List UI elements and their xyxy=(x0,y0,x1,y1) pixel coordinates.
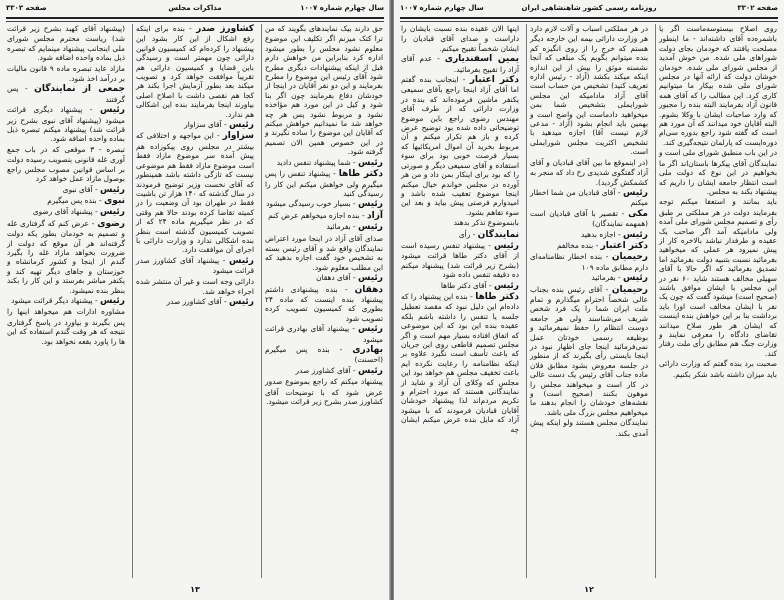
paragraph-text: - آقای کشاورز صدر xyxy=(166,297,227,307)
paragraph xyxy=(401,54,519,74)
paragraph-text: - آقای کشاورز صدر xyxy=(295,365,356,375)
paragraph-text: - این مواجهه و اختلافی که بیشتر در مجلس روی پیکوزاده هم پیش آمده سر موضوع مازاد فقط است موضوع مازاد فقط هم موضوعی نیست که تازگی داشته باشد همینطور که آقای نخست وزیر توضیح فرمودند در سال گذشته که ۱۴۰ هزار تن باشیت فقط در طهران بود آن وضعیت را در کمیته تقاضا کرده بودند حالا هم وقتی که در نظر میگیریم ماده ۲۴ که از تصویب کمیسیون گذشته است بنظر بنده اشکالی ندارد و وزارت دارائی با اجرای آن موافقت دارد. xyxy=(136,131,254,255)
paragraph-text: در هر مملکتی اسباب و آلات لازم دارد هر وزارت دارائی بیمه این خارجه دیگر هستم که خرج را از روی انگیزه کم بنده میتوانم بگویم یک مبلغی که آنجا نشسته موثق را بیش از این اندازه اینکه میکند بکشد (آزاد - رئیس اداره تعریف کنید) تشخیص من حساب است آقای آزاد مادامیکه این مجلس شورایملی بتشخیص شما بمن میخواهید دادماست این واضح است و بهمین باید انجام بشود (آزاد - مدعی لازم نیست آقا) اجازه میدهید با تشخیص اکثریت مجلس شورایملی است. xyxy=(530,24,648,157)
issue-number: سال چهارم شماره ۱۰۰۷ xyxy=(400,4,484,12)
paragraph xyxy=(265,234,383,273)
speaker-name: سزاوار xyxy=(222,131,254,142)
text-column xyxy=(398,24,522,578)
paragraph xyxy=(7,196,125,206)
paragraph xyxy=(7,84,125,104)
header-rule-thin xyxy=(6,21,384,22)
paragraph-text: - شما پیشنهاد تنفس دادید xyxy=(276,157,356,167)
paragraph xyxy=(401,218,519,228)
paragraph-text: - آقای سزاوار xyxy=(184,120,227,130)
paragraph xyxy=(659,197,777,358)
paragraph-text: - رأی xyxy=(458,229,476,239)
paragraph xyxy=(401,75,519,217)
issue-number: سال چهارم شماره ۱۰۰۷ xyxy=(300,4,384,12)
speaker-name: دکتر اعتبار xyxy=(600,240,648,251)
speaker-name: رئیس xyxy=(494,240,519,251)
text-column xyxy=(132,24,257,578)
speaker-name: رئیس xyxy=(358,324,383,335)
paragraph-text: - پیشنهاد آقای رضوی xyxy=(32,207,98,217)
left-page xyxy=(0,0,390,600)
page-header xyxy=(6,4,384,16)
header-rule xyxy=(400,17,778,19)
paragraph-text: - بفرمائید xyxy=(326,222,356,232)
page-header xyxy=(400,4,778,16)
text-column xyxy=(526,24,651,578)
speaker-name: رضوی xyxy=(97,218,125,229)
speaker-name: رئیس xyxy=(358,365,383,376)
paragraph xyxy=(659,359,777,379)
paragraph xyxy=(659,148,777,196)
page-number: صفحه ۳۳۰۳ xyxy=(6,4,47,12)
paragraph xyxy=(265,377,383,406)
text-columns xyxy=(398,24,780,578)
paragraph-text: - پس گرفتند xyxy=(7,84,125,104)
paragraph xyxy=(265,199,383,209)
paragraph-text: - بنده مخالفم xyxy=(556,240,599,250)
paragraph-text: - پیشنهاد تنفس را پس میگیرم ولی خواهش میکنم این کار را رسیدگی کنید xyxy=(265,169,383,198)
speaker-name: آزاد xyxy=(367,210,383,221)
speaker-name: رحیمیان xyxy=(611,252,648,263)
section-title: مذاکرات مجلس xyxy=(168,4,222,12)
speaker-name: رئیس xyxy=(623,273,648,284)
speaker-name: دهقان xyxy=(354,284,383,295)
paragraph-text: - تقصیر با آقای قبادیان است (همهمه نمایندگان) xyxy=(530,208,648,229)
paragraph xyxy=(659,24,777,147)
paragraph xyxy=(530,241,648,251)
paragraph-text: - پیشنهاد دیگری قرائت میشود (پیشنهاد آقای نبوی بشرح زیر قرائت شد) پیشنهاد میکنم تبصره ذیل بماده واحده اضافه شود. xyxy=(7,105,125,144)
paragraph xyxy=(265,158,383,168)
paragraph-text: - آقای دهقان xyxy=(316,273,356,283)
paragraph-text: مازاد عاید تبصره ماده ۹ قانون مالیات بر درآمد اخذ شود. xyxy=(7,63,125,84)
paragraph xyxy=(265,222,383,232)
paragraph xyxy=(7,24,125,63)
paragraph xyxy=(401,241,519,280)
paragraph-text: - آقای دکتر طاها xyxy=(440,280,492,290)
paragraph-text: - آقای نبوی xyxy=(62,184,98,194)
speaker-name: رئیس xyxy=(100,207,125,218)
paragraph xyxy=(530,273,648,283)
page-number: صفحه ۳۳۰۲ xyxy=(737,4,778,12)
paragraph xyxy=(136,131,254,254)
paragraph xyxy=(530,209,648,229)
paragraph xyxy=(401,281,519,291)
paragraph-text: - بسیار خوب رسیدگی میشود xyxy=(266,199,356,209)
paragraph-text: (در اینموقع ما بین آقای قبادیان و آقای آزاد گفتگوی شدیدی رخ داد که منجر به کشمکش گردید). xyxy=(530,157,648,187)
paragraph-text: روی اصلاح بیستوسه‌ماست اگر یا باشمره‌ده آقای داشته‌اند - ما اینطور مصلحت یافتند که خودمان بجای دولت شوراهای ملی شده. من خوش آمدید از مجلس شورای ملی شده. خودمان خوشان دولت که ارائه آنها در مجلس شورای ملی شده بیکار ما میتوانیم کاری کرد. این مطالب را که آقای همه قانون آزاد بفرمایند البته بنده را مجبور که وارد صاحبات ایشان با وکلا بشوم. البته آقایان خود میدانند که آن مورد هم است که گفته شود راجع بدوره سی‌ام دوره‌ایست که پارلمان نتیجه‌گیری کند. xyxy=(659,24,777,147)
paragraph-text: بابنموضوع تذکر بدهند xyxy=(453,218,519,228)
paragraph xyxy=(7,64,125,84)
paragraph xyxy=(265,24,383,157)
paragraph-text: - بنده پیشنهادی داشتم پیشنهاد بنده اینست که ماده ۲۴ بطوری که کمیسیون تصویب کرده تصویب شود xyxy=(265,284,383,323)
paragraph xyxy=(136,297,254,307)
speaker-name: دکتر اعتبار xyxy=(469,75,519,86)
paragraph-text: حق دارند بیک نمایندهای بگویند که من ترا کتک میزنم اگر تکلیف این موضوع معلوم نشود مجلس را بطور میشود اداره کرد بنابراین من خواهش دارم قبل از اینکه پیشنهادات دیگری مطرح شود آقای رئیس این موضوع را مطرح بفرمایند و این دو نفر آقایان در اینجا از خودشان دفاع بفرمایند چون اگر بنا شود و کیل در این مورد هم مؤاخذه نشود و مربوط نشود پس هر چه خواهد شد ما نمیدانیم خواهش میکنم که آقایان این موضوع را ساده نگیرند و در این خصوص همین الان تصمیم گرفته شود. xyxy=(265,24,383,157)
paragraph xyxy=(7,219,125,295)
paragraph xyxy=(7,105,125,144)
paragraph-text: - اینجانب بنده گفتم اما آقای آزاد اینجا راجع بآقای سمیعی یکنفر ماشین فرموده‌اند که بنده در وزارت دارائی که از طرف آقای مهندس رضوی راجع باین موضوع توضیحاتی داده شده بود توضیح عرض کرده و باز هم تکرار میکنم و آن مربوط بخرید آن اموال امریکائیها که بسیار فرصت خوبی بود برای سوء استفاده و آقای سمیعی دیگر و صورتی را که بود برای اینکار بمن داد و من هر آورده در مجلس خواندم خیال میکنم اینجا موضوع تعقیب شده باشد و امیدوارم فرصتی پیش بیاید و بعد این سوء تفاهم بشود. xyxy=(401,75,519,217)
paragraph xyxy=(530,24,648,157)
speaker-name: رئیس xyxy=(100,184,125,195)
speaker-name: رئیس xyxy=(494,280,519,291)
paragraph-text: - عرض کنم که گرفتاری غله و تصمیم به خودمان بطور یکه دولت گرفته‌اند هر آن موقع که دولت از ضرورت بخواهد مازاد غله را بگیرد گندم از اینجا و کشور کرمانشاه و خوزستان و جاهای دیگر تهیه کند و یکنفر مباشر بفرستد و این کار را بکند بنظر بنده نمیشود. xyxy=(7,218,125,295)
speaker-name: رحیمیان xyxy=(611,284,648,295)
text-column xyxy=(261,24,386,578)
paragraph xyxy=(265,211,383,221)
paragraph xyxy=(530,285,648,418)
speaker-name: رئیس xyxy=(623,229,648,240)
paragraph xyxy=(530,158,648,187)
paragraph-text: در این باب منطبق شورای ملی است و نمایندگان آقای پیکرها باستان‌اند اگر ما بخواهیم در این نوع که دولت ملی است انتظار جامعه ایشان را داریم که پیشنهاد بکند به مجلس. xyxy=(658,148,777,196)
paragraph xyxy=(265,169,383,198)
paragraph-text: - پیشنهاد آقای کشاورز صدر قرائت میشود xyxy=(136,255,254,276)
speaker-name: جمعی از نمایندگان xyxy=(34,84,125,95)
paragraph xyxy=(136,277,254,297)
paragraph-text: اینها الان عقیده بنده نسبت بایشان را داراست و صدای آقای قبادیان را ایشان شخصاً تقبیح میکنم. xyxy=(401,24,519,53)
speaker-name: بهادری xyxy=(352,345,383,355)
speaker-name: مکی xyxy=(628,208,649,219)
text-column xyxy=(4,24,128,578)
speaker-name: رئیس xyxy=(358,157,383,168)
paragraph xyxy=(7,296,125,306)
paragraph xyxy=(265,324,383,344)
paragraph xyxy=(7,307,125,346)
speaker-name: رئیس xyxy=(229,297,254,308)
paragraph-text: دارائی وجه است و غیر آن منتشر شده اجراء خواهد شد. xyxy=(136,276,254,296)
right-page xyxy=(394,0,784,600)
paragraph xyxy=(265,285,383,324)
speaker-name: یمین اسفندیاری xyxy=(444,54,520,65)
paragraph-text: باید بمانند و استعفا میکنم توجه بفرمایند دولت در هر مملکتی بر طبق رأی و تصمیم مجلس شورای ملی آمده ولی مادامیکه آمد اگر صاحب یک عقیده و طرفدار نباشد بالاخره کار از پیش نمیرود هر عملی که میخواهید بفرمائید نسبت بتنبیه دولت بفرمائید اما تصدیق بفرمائید که اگر حالا با آقای سهیلی مخالف هستند شاید ۶۰ نفر در این مجلس با ایشان موافق باشند (صحیح است) میشود گفت که چون یک نفر با ایشان مخالف است اورا باید برداشت بنا بر این خواهش بنده اینست که ایشان هر طور صلاح میدانند تقاضای دادگاه را معرفی نمایند و وزارت جنگ هم مطابق رأی ملت رفتار کند. xyxy=(659,197,777,358)
paragraph xyxy=(7,207,125,217)
speaker-name: نبوی xyxy=(104,195,125,206)
paragraph-text: پیشنهاد میکنم که راجع بموضوع صدور عرض شود که با توضیحات آقای کشاورز صدر بشرح زیر قرائت میشود. xyxy=(265,377,383,407)
header-rule xyxy=(6,17,384,19)
paragraph-text: - بنده پس میگیرم (احسنت) xyxy=(265,345,383,365)
paragraph-text: - آقای قبادیان من شما اخطار میکنم xyxy=(530,187,648,208)
text-columns xyxy=(4,24,386,578)
paragraph xyxy=(136,120,254,130)
speaker-name: رئیس xyxy=(100,295,125,306)
paragraph xyxy=(7,145,125,184)
paragraph xyxy=(136,24,254,119)
text-column xyxy=(655,24,780,578)
speaker-name: رئیس xyxy=(358,273,383,284)
paragraph-text: مشاوره ادارات هم میخواهد اینها را پس بگیرند و بپاورد در پاسخ گرفتاری نتیجه که هر وقت گندم استفاده که این ها را پاورد بقعه نخواهد بود. xyxy=(7,307,125,346)
folio-number: ۱۳ xyxy=(190,585,200,594)
paragraph xyxy=(530,188,648,208)
paragraph-text: - بفرمائید xyxy=(591,273,621,283)
paragraph-text: - آقای رئیس بنده بجناب عالی شخصاً احترام میگذارم و تمام ملت ایران شما را یک فرد شخص شریف می‌شناسند ولی هر جامعه دوست انتظام را حفظ نمیفرمائید و بوظیفه رسمی خودتان عمل نمی‌فرمائید اینجا جای اظهار نبود در اینجا بایستی رأی بگیرند که از منظور در جلسه معروض بشود مطابق فلان ماده جناب آقای رئیس یک دست عالی در کار است و میخواهند مجلس را موهون بکنند (صحیح است) و نقشه‌های خودشان را انجام بدهند ما میخواهیم مجلس بزرگ ملی باشد. xyxy=(530,284,648,417)
paragraph xyxy=(136,256,254,276)
paragraph xyxy=(530,230,648,240)
paragraph-text: - بنده پس میگیرم xyxy=(47,195,102,205)
paragraph xyxy=(530,418,648,438)
folio-number: ۱۲ xyxy=(584,585,594,594)
paragraph-text: نمایندگان مجلس هستند ولو اینکه پیش آمدی بکند. xyxy=(530,418,648,438)
paragraph xyxy=(401,24,519,53)
paragraph xyxy=(265,345,383,365)
paragraph xyxy=(265,273,383,283)
paragraph xyxy=(530,252,648,272)
speaker-name: کشاورز صدر xyxy=(196,24,254,34)
paragraph-text: صحبت برد بنده گفتم که وزارت دارائی باید میزان داشته باشد شکر بکنیم. xyxy=(659,359,777,379)
paragraph-text: - بنده این پیشنهاد را که داده‌ام این دلیل نبود که مقصد تعطیل جلسه یا تنفس را داشته باشم بلکه عقیده بنده این بود که این موضوعی که اتفاق افتاده بسیار مهم است و اگر مجلس تصمیم قاطعی روی این جریان که باعث تأسف است نگیرد علاوه بر اینکه نظامنامه را رعایت نکرده ایم باعث تخفیف مجلس هم خواهد بود این مجلس که وکلای آن آزاد و شاید از نمایندگانی هستند که مورد احترام و تکریم مردم‌اند لذا پیشنهاد خودشان آقایان قبادیان فرمودند که با میشود آزاد که مایل بنده عرض میکنم ایشان چه xyxy=(401,291,519,434)
speaker-name: دکتر طاها xyxy=(338,169,383,180)
paragraph-text: تبصره - ۳ موقعی که در باب جمع آوری غله قانونی بتصویب رسیده دولت بر اساس قوانین مصوب مجلس راجع بوصول مازاد عمل خواهد کرد xyxy=(7,144,125,184)
paragraph xyxy=(401,292,519,434)
newspaper-title: روزنامه رسمی کشور شاهنشاهی ایران xyxy=(521,4,657,12)
paragraph xyxy=(7,185,125,195)
speaker-name: رئیس xyxy=(229,120,254,131)
paragraph-text: - پیشنهاد تنفس رسیده است از آقای دکتر طاها قرائت میشود (بشرح زیر قرائت شد) پیشنهاد میکنم ده دقیقه تنفس داده شود xyxy=(401,240,519,280)
paragraph-text: صدای آقای آزاد در اینجا مورد اعتراض نمایندگان واقع شد و آقای رئیس بسته به تشخیص خود گفت اجازه بدهید که این مطلب معلوم شود. xyxy=(265,233,383,272)
speaker-name: نمایندگان xyxy=(477,229,519,240)
paragraph-text: (پیشنهاد آقای کهبد بشرح زیر قرائت شد) ریاست محترم مجلس شورای ملی اینجانب پیشنهاد مینمایم که تبصره ذیل بماده واحده اضافه شود. xyxy=(7,24,125,63)
paragraph xyxy=(265,366,383,376)
paragraph-text: - عدم آقای آزاد را تقبیح بفرمائید. xyxy=(401,54,519,74)
paragraph-text: - پیشنهاد دیگر قرائت میشود xyxy=(11,295,98,305)
speaker-name: رئیس xyxy=(358,222,383,233)
paragraph-text: - پیشنهاد آقای بهادری قرائت میشود xyxy=(265,324,383,344)
speaker-name: رئیس xyxy=(623,187,648,198)
speaker-name: رئیس xyxy=(100,105,125,116)
paragraph xyxy=(401,230,519,240)
header-rule-thin xyxy=(400,21,778,22)
paragraph-text: - بنده اجازه میخواهم عرض کنم xyxy=(268,210,365,220)
paragraph-text: - اجازه بدهید xyxy=(581,229,621,239)
paragraph-text: - بنده برای اینکه رفع اشکال از این کار بشود این پیشنهاد را کرده‌ام که کمیسیون قوانین دارائی چون مهمتر است و رسیدگی باین قضایا و کمیسیون دارائی هم تقریباً موافقت خواهد کرد و تصویب میکند بعد بطور آزمایش اجرا بکند هر کجا هم نقصی داشت با اصلاح اصلی بیاورند اینجا بفرمایند بنده این اشکالی هم ندارد. xyxy=(136,24,254,119)
speaker-name: دکتر طاها xyxy=(475,291,519,302)
speaker-name: رئیس xyxy=(229,255,254,266)
speaker-name: رئیس xyxy=(358,199,383,210)
paragraph-text: - بنده اخطار نظامنامه‌ای دارم مطابق ماده ۱۰۹ xyxy=(530,252,648,272)
